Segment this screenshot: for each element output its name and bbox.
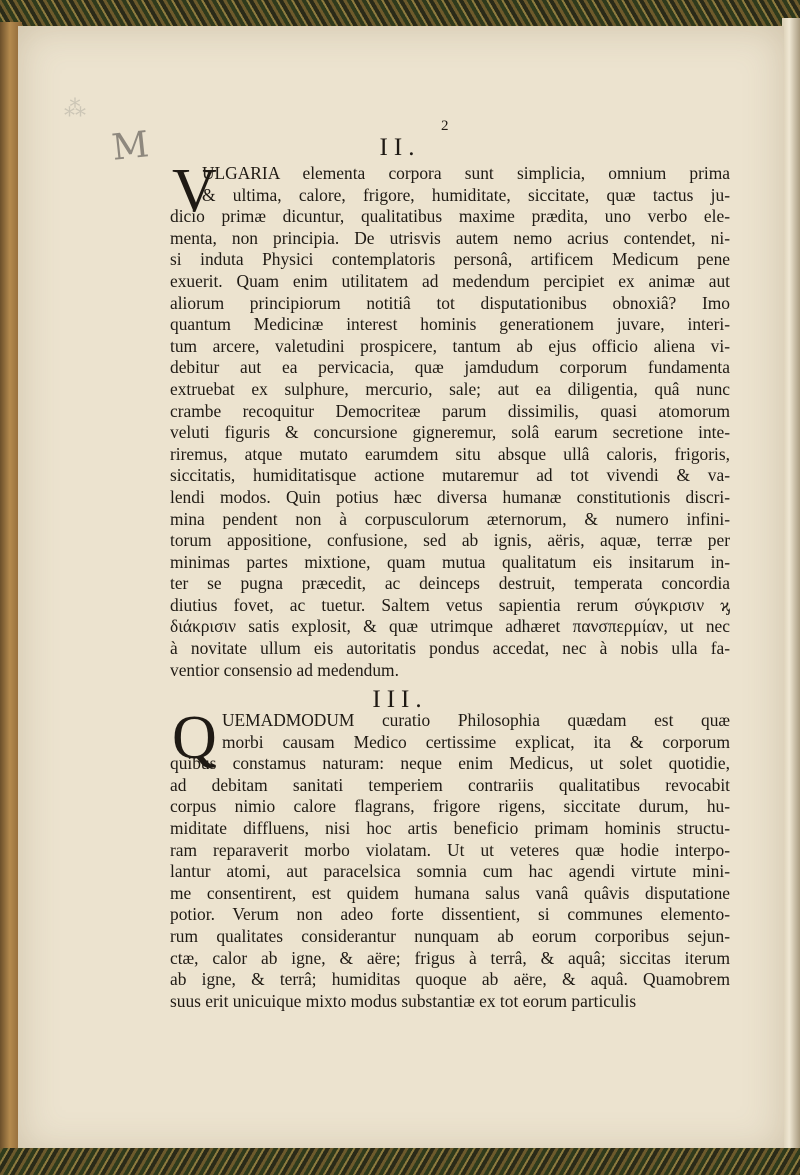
text-line: miditate diffluens, nisi hoc artis beneficio primam hominis structu- [170, 817, 730, 838]
text-line: διάκρισιν satis explosit, & quæ utrimque adhæret πανσπερμίαν, ut nec [170, 616, 730, 637]
section-ii-heading: II. [379, 134, 421, 161]
section-ii-dropcap: V [172, 157, 217, 225]
text-line: quantum Medicinæ interest hominis generationem juvare, interi- [170, 314, 730, 335]
text-line: à novitate ullum eis autoritatis pondus accedat, nec à nobis ulla fa- [170, 638, 730, 659]
section-iii-dropcap: Q [172, 704, 217, 772]
text-line: riremus, atque mutato earumdem situ absque ullâ caloris, frigoris, [170, 443, 730, 464]
text-line: quibus constamus naturam: neque enim Medicus, ut solet quotidie, [170, 753, 730, 774]
text-line: dicio primæ dicuntur, qualitatibus maxime prædita, uno verbo ele- [170, 206, 730, 227]
text-line: tum arcere, valetudini prospicere, tantum ab ejus officio aliena vi- [170, 335, 730, 356]
text-line: suus erit unicuique mixto modus substantiæ ex tot eorum particulis [170, 990, 637, 1011]
text-line: corpus nimio calore flagrans, frigore rigens, siccitate durum, hu- [170, 796, 730, 817]
text-line: ram reparaverit morbo violatam. Ut ut veteres quæ hodie interpo- [170, 839, 730, 860]
text-line: extruebat ex sulphure, mercurio, sale; aut ea diligentia, quâ nunc [170, 378, 730, 399]
text-line: UEMADMODUM curatio Philosophia quædam est quæ [222, 710, 730, 730]
handwritten-shelfmark: M [109, 124, 151, 169]
text-line: ventior consensio ad medendum. [170, 659, 399, 680]
text-line: mina pendent non à corpusculorum æternorum, & numero infini- [170, 508, 730, 529]
text-line: minimas partes mixtione, quam mutua qualitatum eis insitarum in- [170, 551, 730, 572]
text-line: menta, non principia. De utrisvis autem nemo acrius contendet, ni- [170, 227, 730, 248]
text-line: me consentirent, est quidem humana salus vanâ quâvis disputatione [170, 882, 730, 903]
text-line: debitur aut ea pervicacia, quæ jamdudum corporum fundamenta [170, 357, 730, 378]
signature-mark: 2 [441, 118, 449, 134]
text-line: exuerit. Quam enim utilitatem ad medendum percipiet ex animæ aut [170, 270, 730, 291]
text-line: si induta Physici contemplatoris personâ, artificem Medicum pene [170, 249, 730, 270]
text-line: veluti figuris & concursione gigneremur, solâ earum secretione inte- [170, 422, 730, 443]
text-line: crambe recoquitur Democriteæ parum dissimilis, quasi atomorum [170, 400, 730, 421]
text-line: rum qualitates considerantur nunquam ab eorum corporibus sejun- [170, 925, 730, 946]
text-line: ULGARIA elementa corpora sunt simplicia, omnium prima [202, 163, 730, 183]
text-line: aliorum principiorum notitiâ tot disputationibus obnoxiâ? Imo [170, 292, 730, 313]
section-iii-heading: III. [372, 686, 428, 713]
text-line: lendi modos. Quin potius hæc diversa humanæ constitutionis discri- [170, 486, 730, 507]
text-line: ter se pugna præcedit, ac deinceps destruit, temperata concordia [170, 573, 730, 594]
text-line: potior. Verum non adeo forte dissentient, si communes elemento- [170, 904, 730, 925]
text-line: torum appositione, confusione, sed ab ignis, aëris, aquæ, terræ per [170, 530, 730, 551]
section-iii-paragraph [170, 710, 730, 1012]
text-line: diutius fovet, ac tuetur. Saltem vetus sapientia rerum σύγκρισιν ϗ [170, 594, 730, 615]
text-line: siccitatis, humiditatisque actione mutaremur ad tot vivendi & va- [170, 465, 730, 486]
text-line: morbi causam Medico certissime explicat, ita & corporum [222, 731, 730, 752]
binding-bottom-border [0, 1148, 800, 1175]
page-edge [782, 18, 800, 1158]
text-line: lantur atomi, aut paracelsica somnia cum hac agendi virtute mini- [170, 861, 730, 882]
text-line: ab igne, & terrâ; humiditas quoque ab aëre, & aquâ. Quamobrem [170, 969, 730, 990]
text-line: ad debitam sanitati temperiem contrariis qualitatibus revocabit [170, 774, 730, 795]
text-line: & ultima, calore, frigore, humiditate, siccitate, quæ tactus ju- [202, 184, 730, 205]
section-ii-paragraph [170, 163, 730, 681]
text-line: ctæ, calor ab igne, & aëre; frigus à terrâ, & aquâ; siccitas iterum [170, 947, 730, 968]
faint-stamp-mark: ⁂ [64, 96, 86, 121]
